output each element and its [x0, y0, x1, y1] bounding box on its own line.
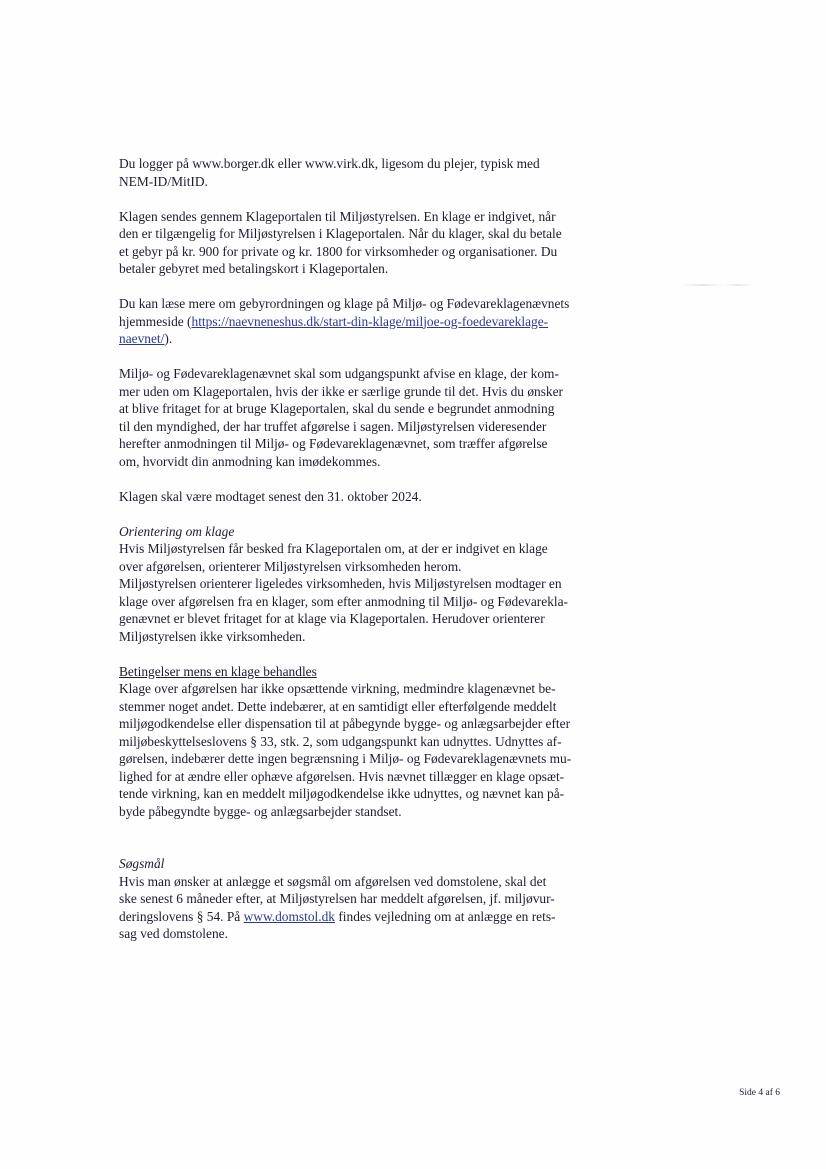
text-line: Du logger på www.borger.dk eller www.virk.dk, ligesom du plejer, typisk med [119, 156, 540, 171]
text-line: gørelsen, indebærer dette ingen begrænsning i Miljø- og Fødevareklagenævnets mu- [119, 751, 572, 766]
text-line: om, hvorvidt din anmodning kan imødekommes. [119, 453, 381, 469]
text-line: Miljøstyrelsen orienterer ligeledes virksomheden, hvis Miljøstyrelsen modtager en [119, 576, 562, 591]
text-line: Hvis man ønsker at anlægge et søgsmål om afgørelsen ved domstolene, skal det [119, 873, 547, 889]
text-fragment: findes vejledning om at anlægge en rets- [335, 908, 556, 924]
text-line: til den myndighed, der har truffet afgørelse i sagen. Miljøstyrelsen videresender [119, 418, 547, 434]
text-line: Hvis Miljøstyrelsen får besked fra Klageportalen om, at der er indgivet en klage [119, 541, 548, 556]
section-betingelser [119, 663, 619, 821]
naevneneshus-link-continued[interactable]: naevnet/ [119, 331, 165, 346]
paragraph-gebyr-info [119, 295, 619, 348]
text-line: stemmer noget andet. Dette indebærer, at en samtidigt eller efterfølgende meddelt [119, 698, 557, 714]
text-line: den er tilgængelig for Miljøstyrelsen i Klageportalen. Når du klager, skal du betale [119, 226, 562, 241]
text-line: at blive fritaget for at bruge Klageportalen, skal du sende e begrundet anmodning [119, 401, 555, 416]
text-line: NEM-ID/MitID. [119, 173, 208, 189]
paragraph-klageportal [119, 208, 619, 278]
text-fragment: hjemmeside ( [119, 313, 192, 329]
text-line [119, 908, 619, 926]
text-line: et gebyr på kr. 900 for private og kr. 1800 for virksomheder og organisationer. Du [119, 243, 558, 259]
paragraph-afvisning [119, 365, 619, 470]
text-line: lighed for at ændre eller ophæve afgørelsen. Hvis nævnet tillægger en klage opsæt- [119, 768, 565, 784]
section-orientering [119, 523, 619, 646]
section-heading: Søgsmål [119, 856, 165, 871]
section-soegsmaal [119, 855, 619, 943]
text-line: mer uden om Klageportalen, hvis der ikke er særlige grunde til det. Hvis du ønsker [119, 383, 564, 399]
naevneneshus-link[interactable]: https://naevneneshus.dk/start-din-klage/miljoe-og-foedevareklage- [191, 313, 549, 329]
text-line [119, 313, 619, 331]
text-line: Miljøstyrelsen ikke virksomheden. [119, 628, 306, 644]
scan-artifact [682, 284, 752, 286]
text-line: Klage over afgørelsen har ikke opsættende virkning, medmindre klagenævnet be- [119, 681, 556, 696]
spacer [119, 838, 619, 856]
domstol-link[interactable]: www.domstol.dk [243, 908, 335, 924]
paragraph-deadline [119, 488, 619, 506]
text-line: Klagen skal være modtaget senest den 31. oktober 2024. [119, 488, 422, 504]
page-number: Side 4 af 6 [739, 1088, 780, 1098]
text-line: genævnet er blevet fritaget for at klage via Klageportalen. Herudover orienterer [119, 611, 545, 626]
text-line: sag ved domstolene. [119, 926, 228, 941]
text-line: miljøbeskyttelseslovens § 33, stk. 2, som udgangspunkt kan udnyttes. Udnyttes af- [119, 733, 562, 749]
section-heading: Orientering om klage [119, 523, 235, 539]
text-line: Du kan læse mere om gebyrordningen og klage på Miljø- og Fødevareklagenævnets [119, 296, 570, 311]
text-line: Klagen sendes gennem Klageportalen til Miljøstyrelsen. En klage er indgivet, når [119, 208, 556, 224]
text-line: Miljø- og Fødevareklagenævnet skal som udgangspunkt afvise en klage, der kom- [119, 366, 559, 381]
text-fragment: deringslovens § 54. På [119, 908, 244, 924]
text-line: over afgørelsen, orienterer Miljøstyrelsen virksomheden herom. [119, 558, 462, 574]
text-line: miljøgodkendelse eller dispensation til at påbegynde bygge- og anlægsarbejder efter [119, 716, 571, 731]
text-line: tende virkning, kan en meddelt miljøgodkendelse ikke udnyttes, og nævnet kan på- [119, 786, 565, 801]
paragraph-login [119, 155, 619, 190]
text-line: klage over afgørelsen fra en klager, som efter anmodning til Miljø- og Fødevarekla- [119, 593, 569, 609]
text-line [119, 330, 619, 348]
text-fragment: ). [164, 331, 173, 346]
text-line: byde påbegyndte bygge- og anlægsarbejder standset. [119, 803, 402, 819]
document-body [119, 155, 619, 960]
text-line: ske senest 6 måneder efter, at Miljøstyrelsen har meddelt afgørelsen, jf. miljøvur- [119, 891, 555, 906]
text-line: herefter anmodningen til Miljø- og Fødevareklagenævnet, som træffer afgørelse [119, 436, 548, 451]
text-line: betaler gebyret med betalingskort i Klageportalen. [119, 261, 389, 276]
section-heading: Betingelser mens en klage behandles [119, 663, 317, 679]
